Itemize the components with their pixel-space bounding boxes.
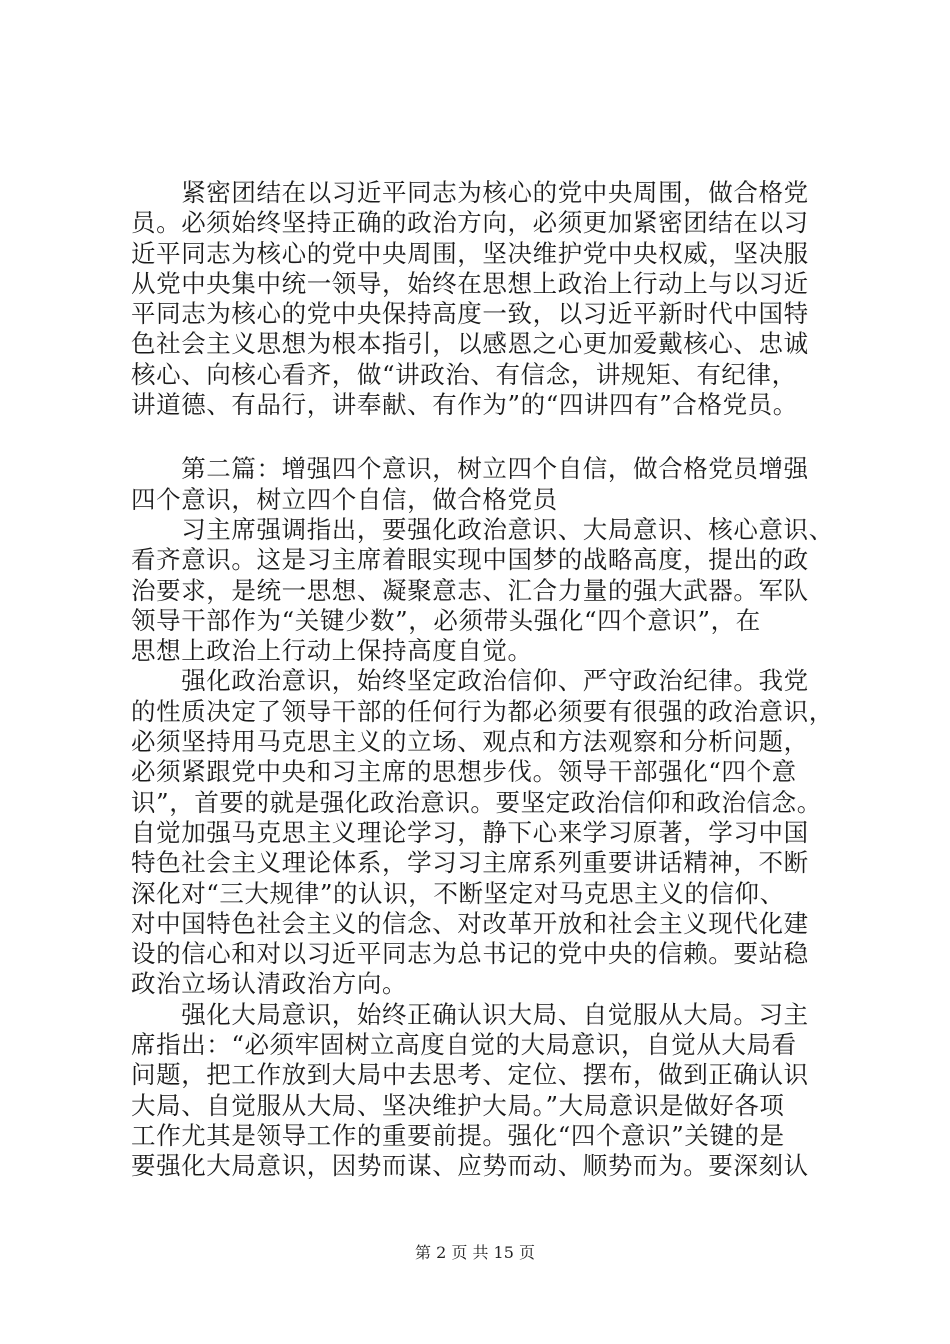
text-line: 思想上政治上行动上保持高度自觉。 (131, 636, 533, 666)
document-body (131, 178, 834, 1182)
text-line: 对中国特色社会主义的信念、对改革开放和社会主义现代化建 (131, 908, 809, 938)
text-line: 色社会主义思想为根本指引，以感恩之心更加爱戴核心、忠诚 (131, 329, 809, 359)
text-line: 大局、自觉服从大局、坚决维护大局。”大局意识是做好各项 (131, 1090, 785, 1120)
text-line: 习主席强调指出，要强化政治意识、大局意识、核心意识、 (131, 514, 834, 544)
text-line: 必须紧跟党中央和习主席的思想步伐。领导干部强化“四个意 (131, 757, 797, 787)
text-line: 治要求，是统一思想、凝聚意志、汇合力量的强大武器。军队 (131, 575, 809, 605)
text-line: 近平同志为核心的党中央周围，坚决维护党中央权威，坚决服 (131, 238, 809, 268)
text-line: 工作尤其是领导工作的重要前提。强化“四个意识”关键的是 (131, 1120, 785, 1150)
page-footer (0, 1243, 950, 1263)
paragraph-spacer (131, 420, 831, 454)
section-heading-line: 第二篇：增强四个意识，树立四个自信，做合格党员增强 (131, 454, 809, 484)
text-line: 深化对“三大规律”的认识，不断坚定对马克思主义的信仰、 (131, 878, 785, 908)
section-heading-line: 四个意识，树立四个自信，做合格党员 (131, 484, 558, 514)
text-line: 紧密团结在以习近平同志为核心的党中央周围，做合格党 (131, 178, 809, 207)
text-line: 特色社会主义理论体系，学习习主席系列重要讲话精神，不断 (131, 848, 809, 878)
text-line: 要强化大局意识，因势而谋、应势而动、顺势而为。要深刻认 (131, 1151, 809, 1181)
text-line: 强化政治意识，始终坚定政治信仰、严守政治纪律。我党 (131, 666, 809, 696)
text-line: 的性质决定了领导干部的任何行为都必须要有很强的政治意识， (131, 696, 834, 726)
text-line: 政治立场认清政治方向。 (131, 969, 408, 999)
text-line: 席指出：“必须牢固树立高度自觉的大局意识，自觉从大局看 (131, 1030, 797, 1060)
text-line: 设的信心和对以习近平同志为总书记的党中央的信赖。要站稳 (131, 939, 809, 969)
text-line: 必须坚持用马克思主义的立场、观点和方法观察和分析问题， (131, 727, 809, 757)
paragraph-intro (131, 178, 831, 420)
text-line: 讲道德、有品行，讲奉献、有作为”的“四讲四有”合格党员。 (131, 390, 798, 420)
text-line: 员。必须始终坚持正确的政治方向，必须更加紧密团结在以习 (131, 208, 809, 238)
text-line: 核心、向核心看齐，做“讲政治、有信念，讲规矩、有纪律， (131, 359, 797, 389)
text-line: 问题，把工作放到大局中去思考、定位、摆布，做到正确认识 (131, 1060, 809, 1090)
text-line: 领导干部作为“关键少数”，必须带头强化“四个意识”，在 (131, 605, 761, 635)
text-line: 从党中央集中统一领导，始终在思想上政治上行动上与以习近 (131, 268, 809, 298)
paragraph-section-two (131, 454, 834, 1181)
text-line: 平同志为核心的党中央保持高度一致，以习近平新时代中国特 (131, 299, 809, 329)
page-number-label: 第 2 页 共 15 页 (415, 1243, 535, 1262)
text-line: 看齐意识。这是习主席着眼实现中国梦的战略高度，提出的政 (131, 545, 809, 575)
text-line: 自觉加强马克思主义理论学习，静下心来学习原著，学习中国 (131, 817, 809, 847)
text-line: 强化大局意识，始终正确认识大局、自觉服从大局。习主 (131, 999, 809, 1029)
text-line: 识”，首要的就是强化政治意识。要坚定政治信仰和政治信念。 (131, 787, 822, 817)
